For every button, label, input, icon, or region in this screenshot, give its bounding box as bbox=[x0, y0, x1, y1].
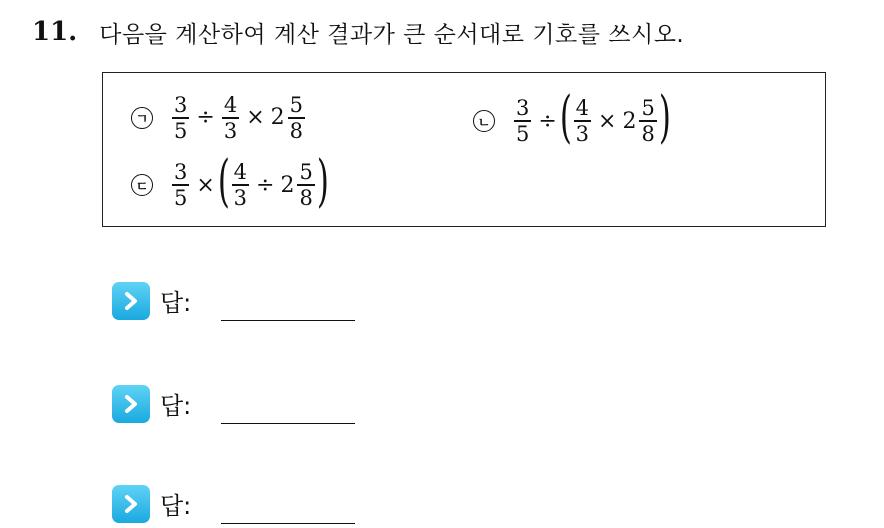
operator: ÷ bbox=[196, 105, 215, 131]
fraction bbox=[574, 96, 591, 146]
expression-a bbox=[131, 93, 308, 143]
expression-box bbox=[102, 72, 826, 227]
chevron-right-icon bbox=[112, 282, 150, 320]
whole-number: 2 bbox=[270, 105, 285, 131]
denominator: 3 bbox=[223, 118, 238, 143]
fraction bbox=[288, 93, 305, 143]
expression-c bbox=[131, 149, 329, 214]
chevron-right-icon bbox=[112, 485, 150, 523]
denominator: 5 bbox=[516, 121, 530, 146]
right-paren: ) bbox=[316, 149, 329, 214]
numerator: 3 bbox=[174, 160, 188, 185]
answer-label: 답: bbox=[160, 492, 192, 520]
answer-blank-3[interactable] bbox=[221, 523, 355, 524]
answer-row-1 bbox=[112, 280, 355, 321]
question-text: 다음을 계산하여 계산 결과가 큰 순서대로 기호를 쓰시오. bbox=[99, 21, 685, 48]
answer-blank-2[interactable] bbox=[221, 423, 355, 424]
marker-b: ㄴ bbox=[473, 110, 495, 132]
operator: × bbox=[196, 172, 215, 198]
operator: ÷ bbox=[538, 108, 557, 134]
numerator: 5 bbox=[289, 93, 303, 117]
fraction bbox=[172, 93, 189, 143]
expression-b bbox=[473, 85, 671, 150]
denominator: 8 bbox=[641, 121, 655, 146]
question-header bbox=[32, 12, 684, 52]
numerator: 5 bbox=[299, 160, 313, 185]
fraction bbox=[232, 160, 249, 210]
operator: ÷ bbox=[256, 172, 275, 198]
fraction bbox=[297, 160, 314, 210]
whole-number: 2 bbox=[622, 108, 637, 134]
numerator: 4 bbox=[575, 96, 590, 121]
denominator: 5 bbox=[174, 185, 188, 210]
denominator: 8 bbox=[299, 185, 313, 210]
numerator: 5 bbox=[641, 96, 655, 121]
answer-blank-1[interactable] bbox=[221, 320, 355, 321]
left-paren: ( bbox=[217, 149, 230, 214]
answer-label: 답: bbox=[160, 289, 192, 317]
denominator: 5 bbox=[174, 118, 188, 143]
operator: × bbox=[246, 105, 265, 131]
fraction bbox=[222, 93, 239, 143]
question-number: 11. bbox=[32, 17, 78, 47]
answer-label: 답: bbox=[160, 392, 192, 420]
numerator: 4 bbox=[223, 93, 238, 117]
numerator: 4 bbox=[233, 160, 248, 185]
fraction bbox=[639, 96, 656, 146]
chevron-right-icon bbox=[112, 385, 150, 423]
marker-c: ㄷ bbox=[131, 174, 153, 196]
answer-row-3 bbox=[112, 483, 355, 524]
marker-a: ㄱ bbox=[131, 107, 153, 129]
left-paren: ( bbox=[559, 85, 572, 150]
right-paren: ) bbox=[658, 85, 671, 150]
whole-number: 2 bbox=[280, 172, 295, 198]
fraction bbox=[172, 160, 189, 210]
numerator: 3 bbox=[516, 96, 530, 121]
denominator: 3 bbox=[575, 121, 590, 146]
denominator: 3 bbox=[233, 185, 248, 210]
denominator: 8 bbox=[289, 118, 303, 143]
answer-row-2 bbox=[112, 383, 355, 424]
fraction bbox=[514, 96, 531, 146]
operator: × bbox=[598, 108, 617, 134]
numerator: 3 bbox=[174, 93, 188, 117]
